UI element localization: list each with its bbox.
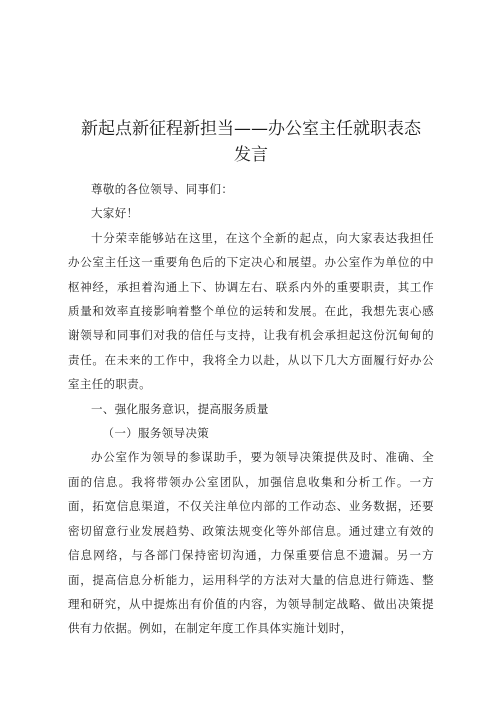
salutation: 尊敬的各位领导、同事们：	[91, 182, 234, 196]
greeting: 大家好！	[91, 206, 139, 221]
section-heading-1: 一、强化服务意识，提高服务质量	[91, 401, 269, 416]
title-line-1: 新起点新征程新担当——办公室主任就职表态	[81, 119, 421, 139]
subsection-heading-1: （一）服务领导决策	[102, 426, 210, 441]
document-title	[68, 116, 434, 168]
title-line-2: 发言	[234, 145, 268, 165]
body-paragraph: 办公室作为领导的参谋助手，要为领导决策提供及时、准确、全面的信息。我将带领办公室团队，加强信息收集和分析工作。一方面，拓宽信息渠道，不仅关注单位内部的工作动态、业务数据，还要密切留意行业发展趋势、政策法规变化等外部信息。通过建立有效的信息网络，与各部门保持密切沟通，力保重要信息不遗漏。另一方面，提高信息分析能力，运用科学的方法对大量的信息进行筛选、整理和研究，从中提炼出有价值的内容，为领导制定战略、做出决策提供有力依据。例如，在制定年度工作具体实施计划时，	[68, 450, 434, 636]
intro-paragraph: 十分荣幸能够站在这里，在这个全新的起点，向大家表达我担任办公室主任这一重要角色后的下定决心和展望。办公室作为单位的中枢神经，承担着沟通上下、协调左右、联系内外的重要职责，其工作质量和效率直接影响着整个单位的运转和发展。在此，我想先衷心感谢领导和同事们对我的信任与支持，让我有机会承担起这份沉甸甸的责任。在未来的工作中，我将全力以赴，从以下几大方面履行好办公室主任的职责。	[68, 230, 434, 392]
